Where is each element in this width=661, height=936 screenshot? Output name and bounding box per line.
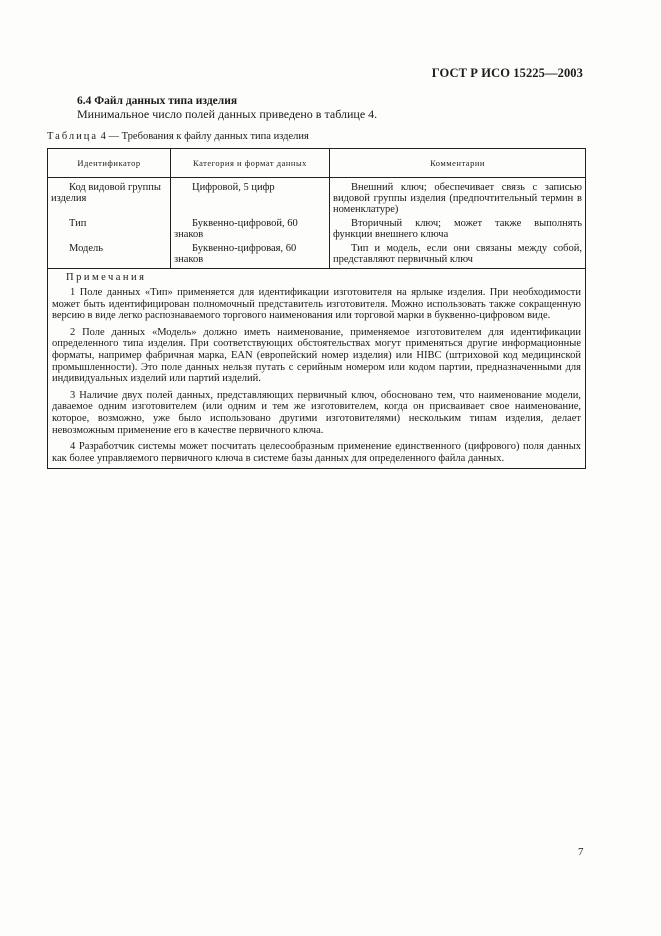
note-paragraph: 2 Поле данных «Модель» должно иметь наименование, применяемое изготовителем для идентификации определенного типа изделия. При соответствующих обстоятельствах могут применяться другие информационные форматы, например фабричная марка, EAN (европейский номер изделия) или HIBC (штриховой код медицинской промышленности). Это поле данных нельзя путать с серийным номером или кодом партии, предназначенными для индивидуальных изделий или партий изделий. — [52, 326, 581, 385]
cell-text: Цифровой, 5 цифр — [192, 182, 275, 193]
header-category: Категория и формат данных — [171, 149, 330, 178]
cell-comment — [330, 216, 586, 241]
cell-identifier — [48, 216, 171, 241]
requirements-table — [47, 148, 586, 469]
notes-cell — [48, 269, 586, 469]
notes-heading: Примечания — [66, 272, 147, 283]
cell-identifier — [48, 178, 171, 217]
table-caption-prefix: Таблица — [47, 131, 99, 142]
notes-row — [48, 269, 586, 469]
table-header-row — [48, 149, 586, 178]
cell-text: Тип — [69, 218, 87, 229]
cell-text: Модель — [69, 243, 104, 254]
table-caption-text: 4 — Требования к файлу данных типа изделия — [98, 131, 309, 142]
cell-category — [171, 216, 330, 241]
cell-text: Буквенно-цифровая, 60 знаков — [174, 243, 297, 265]
cell-comment — [330, 241, 586, 269]
table-caption — [47, 131, 309, 142]
header-identifier: Идентификатор — [48, 149, 171, 178]
note-paragraph: 3 Наличие двух полей данных, представляющих первичный ключ, обосновано тем, что наименование модели, даваемое одним изготовителем (или одним и тем же изготовителем, когда он присваивает свое наименование, которое, возможно, уже было использовано другими изготовителями) нескольким типам изделия, делает невозможным применение его в качестве первичного ключа. — [52, 389, 581, 436]
cell-category — [171, 178, 330, 217]
cell-text: Код видовой группы изделия — [51, 182, 161, 204]
cell-text: Буквенно-цифровой, 60 знаков — [174, 218, 298, 240]
table-row — [48, 241, 586, 269]
section-intro: Минимальное число полей данных приведено в таблице 4. — [77, 107, 378, 121]
cell-text: Внешний ключ; обеспечивает связь с записью видовой группы изделия (предпочтительный термин в номенклатуре) — [333, 182, 582, 215]
cell-text: Вторичный ключ; может также выполнять функции внешнего ключа — [333, 218, 582, 240]
table-row — [48, 216, 586, 241]
section-title: 6.4 Файл данных типа изделия — [77, 95, 238, 107]
table-row — [48, 178, 586, 217]
page-number: 7 — [578, 846, 584, 858]
note-paragraph: 4 Разработчик системы может посчитать целесообразным применение единственного (цифрового) поля данных как более управляемого первичного ключа в системе базы данных для определенного файла данных. — [52, 441, 581, 464]
cell-category — [171, 241, 330, 269]
cell-text: Тип и модель, если они связаны между собой, представляют первичный ключ — [333, 243, 582, 265]
cell-identifier — [48, 241, 171, 269]
document-code: ГОСТ Р ИСО 15225—2003 — [431, 66, 583, 80]
note-paragraph: 1 Поле данных «Тип» применяется для идентификации изготовителя на ярлыке изделия. При необходимости может быть идентифицирован полномочный представитель изготовителя. Можно использовать также сокращенную версию в виде легко распознаваемого торгового наименования или торговой марки в буквенно-цифровом виде. — [52, 287, 581, 322]
cell-comment — [330, 178, 586, 217]
header-comments: Комментарии — [330, 149, 586, 178]
